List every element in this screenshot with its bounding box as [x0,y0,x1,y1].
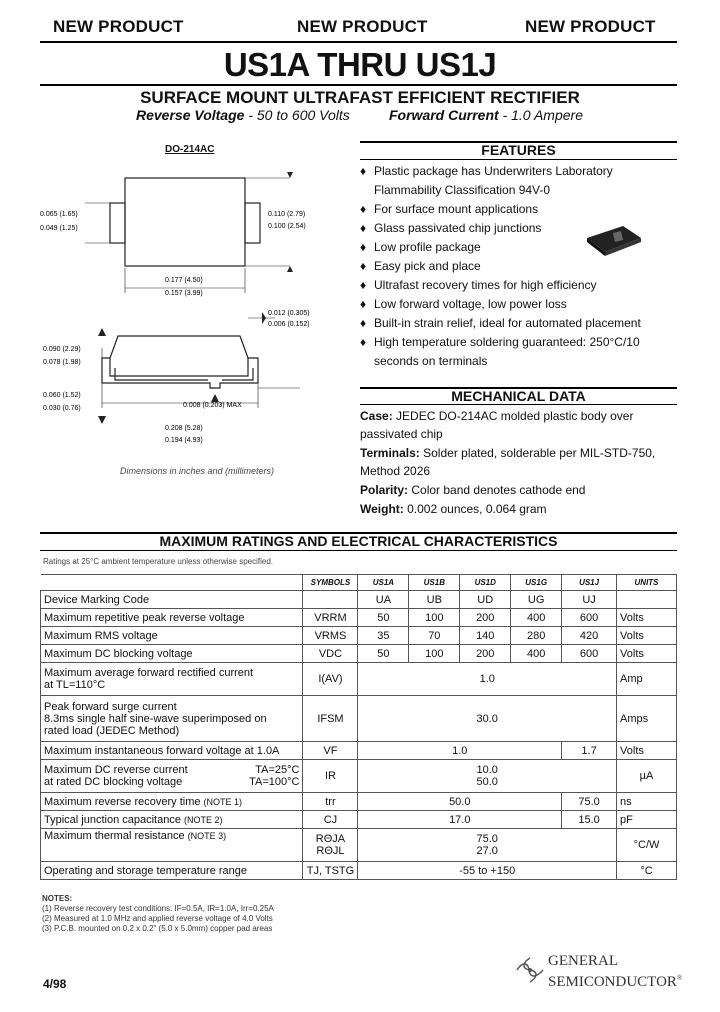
note-3: (3) P.C.B. mounted on 0.2 x 0.2" (5.0 x 5.0mm) copper pad areas [42,924,273,933]
list-item: ♦ Plastic package has Underwriters Laboratory Flammability Classification 94V-0 [360,164,613,197]
dim-d6a: 0.060 (1.52) [43,392,81,399]
table-row: Maximum reverse recovery time (NOTE 1) trr 50.0 75.0 ns [41,793,677,811]
ratings-note: Ratings at 25°C ambient temperature unless otherwise specified. [43,557,273,566]
list-item: ♦ Easy pick and place [360,259,481,273]
mech-rule-bottom [360,404,677,405]
dim-d3a: 0.177 (4.50) [165,277,203,284]
features-heading: FEATURES [481,142,556,158]
dim-d3b: 0.157 (3.99) [165,290,203,297]
dim-d4b: 0.006 (0.152) [268,321,310,328]
table-row: Typical junction capacitance (NOTE 2) CJ 17.0 15.0 pF [41,811,677,829]
table-row: Maximum RMS voltage VRMS 35 70 140 280 420 Volts [41,627,677,645]
list-item: ♦ For surface mount applications [360,202,539,216]
device-photo [583,222,645,258]
dim-d4a: 0.012 (0.305) [268,310,310,317]
dim-d2a: 0.110 (2.79) [268,211,306,218]
table-header-row: SYMBOLS US1A US1B US1D US1G US1J UNITS [41,575,677,591]
title-rule [40,84,677,86]
features-rule-bottom [360,159,677,160]
revision-date: 4/98 [43,977,67,991]
dim-d1a: 0.065 (1.65) [40,211,78,218]
dim-d2b: 0.100 (2.54) [268,223,306,230]
mechanical-data [360,407,660,518]
list-item: ♦ Glass passivated chip junctions [360,221,542,235]
dim-d8a: 0.208 (5.28) [165,425,203,432]
dim-d8b: 0.194 (4.93) [165,437,203,444]
mechanical-heading: MECHANICAL DATA [451,388,586,404]
note-2: (2) Measured at 1.0 MHz and applied reverse voltage of 4.0 Volts [42,914,273,923]
table-row: Device Marking Code UA UB UD UG UJ [41,591,677,609]
dim-d5b: 0.078 (1.98) [43,359,81,366]
list-item: ♦ High temperature soldering guaranteed: 250°C/10 seconds on terminals [360,335,640,368]
list-item: ♦ Low forward voltage, low power loss [360,297,567,311]
general-semiconductor-logo-icon [514,955,546,985]
features-list [360,162,660,371]
mech-weight: Weight: 0.002 ounces, 0.064 gram [360,502,547,516]
banner-new-product-center: NEW PRODUCT [297,17,428,36]
dim-d5a: 0.090 (2.29) [43,346,81,353]
mech-polarity: Polarity: Color band denotes cathode end [360,483,586,497]
logo-line-2: SEMICONDUCTOR® [548,974,683,990]
table-row: Maximum average forward rectified current at TL=110°C I(AV) 1.0 Amp [41,663,677,696]
mech-terminals: Terminals: Solder plated, solderable per MIL-STD-750, Method 2026 [360,446,656,478]
subtitle: SURFACE MOUNT ULTRAFAST EFFICIENT RECTIFIER [140,88,580,107]
list-item: ♦ Built-in strain relief, ideal for automated placement [360,316,641,330]
package-outline-drawing [40,158,360,478]
table-row: Peak forward surge current 8.3ms single half sine-wave superimposed on rated load (JEDEC Method) IFSM 30.0 Amps [41,696,677,742]
mech-case: Case: JEDEC DO-214AC molded plastic body over passivated chip [360,409,634,441]
table-row: Maximum DC blocking voltage VDC 50 100 200 400 600 Volts [41,645,677,663]
notes: NOTES: (1) Reverse recovery test conditions: IF=0.5A, IR=1.0A, Irr=0.25A (2) Measured at 1.0 MHz and applied reverse voltage of 4.0 Volts (3) P.C.B. mounted on 0.2 x 0.2" (5.0 x 5.0mm) copper pad areas [42,894,274,933]
dimension-caption: Dimensions in inches and (millimeters) [120,466,275,476]
dim-d7: 0.008 (0.203) MAX [183,402,242,409]
ratings-table [40,574,677,880]
page-title: US1A THRU US1J [223,46,497,83]
banner-new-product-left: NEW PRODUCT [53,17,184,36]
table-row: Operating and storage temperature range TJ, TSTG -55 to +150 °C [41,862,677,880]
company-logo [548,953,682,991]
banner-new-product-right: NEW PRODUCT [525,17,656,36]
note-1: (1) Reverse recovery test conditions: IF=0.5A, IR=1.0A, Irr=0.25A [42,904,274,913]
ratings-rule-bottom [40,550,677,551]
table-row: Maximum thermal resistance (NOTE 3) RΘJA RΘJL 75.0 27.0 °C/W [41,829,677,862]
dim-d1b: 0.049 (1.25) [40,225,78,232]
ratings-heading: MAXIMUM RATINGS AND ELECTRICAL CHARACTERISTICS [159,533,558,549]
list-item: ♦ Ultrafast recovery times for high efficiency [360,278,597,292]
table-row: Maximum repetitive peak reverse voltage VRRM 50 100 200 400 600 Volts [41,609,677,627]
forward-current: Forward Current - 1.0 Ampere [389,107,583,123]
top-rule [40,41,677,43]
list-item: ♦ Low profile package [360,240,481,254]
table-row: Maximum instantaneous forward voltage at 1.0A VF 1.0 1.7 Volts [41,742,677,760]
table-row: Maximum DC reverse current TA=25°C at rated DC blocking voltage TA=100°C IR 10.0 50.0 µA [41,760,677,793]
package-name: DO-214AC [165,144,215,155]
reverse-voltage: Reverse Voltage - 50 to 600 Volts [136,107,350,123]
logo-line-1: GENERAL [548,953,618,969]
dim-d6b: 0.030 (0.76) [43,405,81,412]
